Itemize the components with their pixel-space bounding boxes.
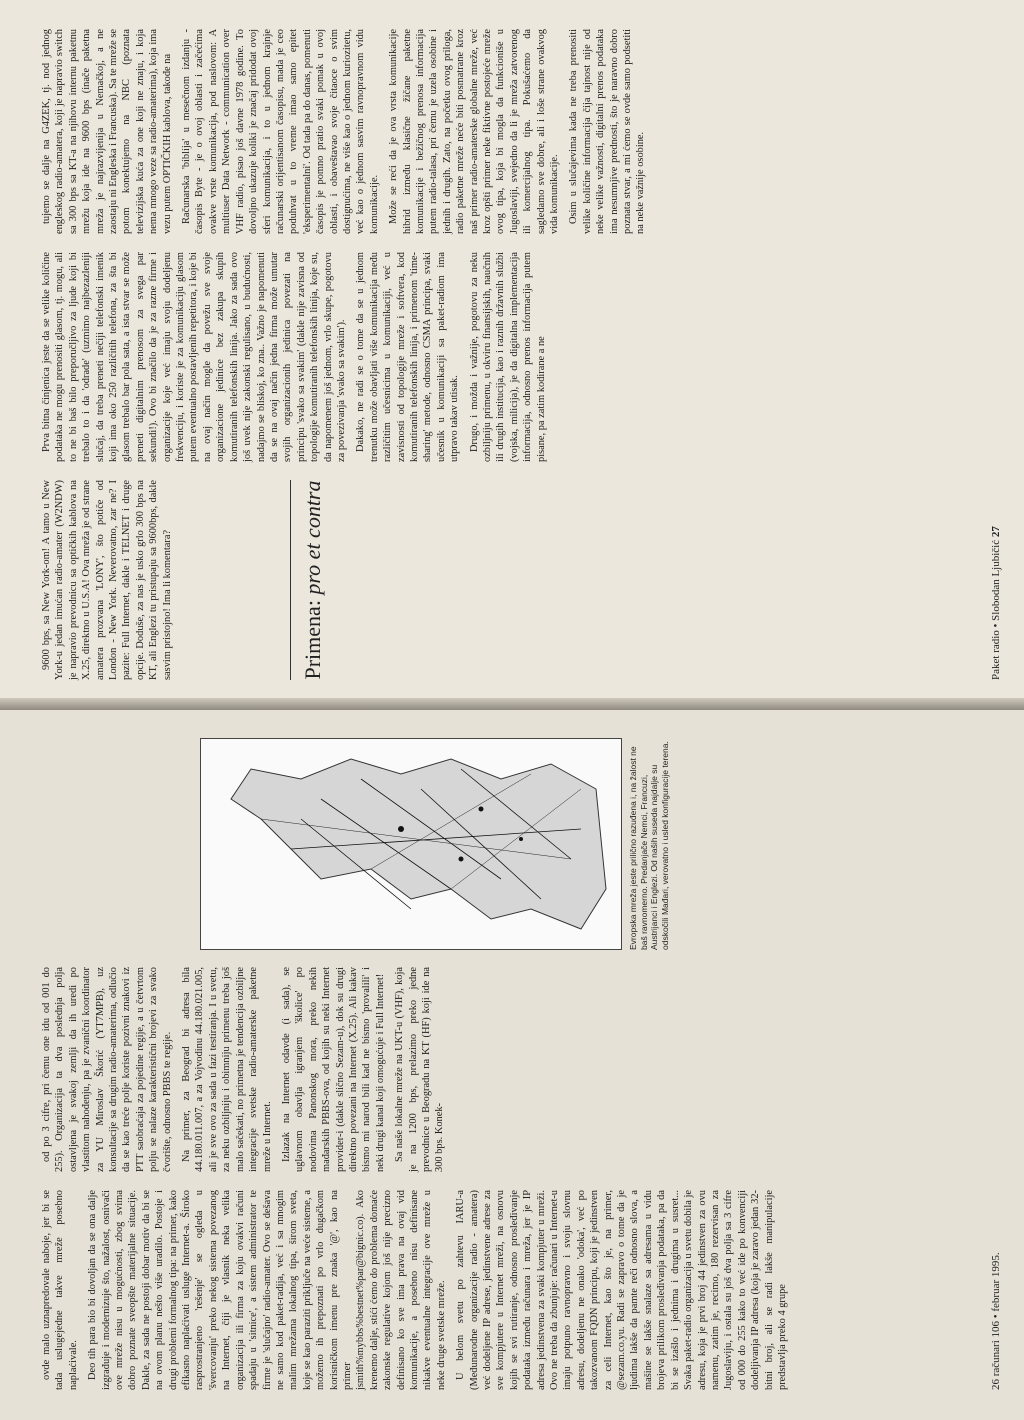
paragraph: Sa naše lokalne mreže na UKT-u (VHF), koja je na 1200 bps, prelazimo preko jedne prevodnice u Beogradu na KT (HF) koji ide na 300 bps. Konek-: [394, 967, 446, 1172]
paragraph: Na primer, za Beograd bi adresa bila 44.180.011.007, a za Vojvodinu 44.180.021.005, ali je sve ovo za sada u fazi testiranja. I u svetu, za neku ozbiljniju i obimniju primenu treba još malo sačekati, no primetna je tendencija ozbiljne integracije svetske radio-amaterske paketne mreže u Internet.: [181, 967, 273, 1172]
paragraph: ovde malo uznapredovale naboje, jer bi se tada uslugejedne takve mreže posebno naplaćivale.: [41, 1190, 79, 1390]
page-26-footer: 26 računari 106 • februar 1995.: [990, 1252, 1002, 1390]
paragraph: U belom svetu po zahtevu IARU-a (Međunarodne organizacije radio - amatera) već dodeljene IP adrese, jedinstvene adrese za sve kompjutere u Internet mreži, na osnovu kojih se svi rutiranje, odnosno prosleđivanje podataka između računara i mreža, jer je IP adresa jedinstvena za svaki kompjuter u mreži. Ovo ne treba da zbunjuje: računari u Internet-u imaju potpuno ravnopravno i svoju slovnu adresu, dodeljenu ne onako 'odoka', već po takozvanom FQDN principu, koji je jedinstven za celi Internet, kao što je, na primer, @sezam.co.yu. Radi se zapravo o tome da je ljudima lakše da pamte reči odnosno slova, a mašine se lakše snalaze sa adresama u vidu brojeva prilikom prosleđivanja podataka, pa da bi se izašlo i jednima i drugima u susret... Svaka paket-radio organizacija u svetu dobila je adresu, koja je prvi broj 44 jedinstven za ovu namenu, zatim je, recimo, 180 rezervisan za Jugoslaviju, i ostala su još dva polja sa 3 cifre od 000 do 255 kako to već ide po konvenciji dodeljivanja IP adresa (koja je zaravo jedan 32-bitni broj, ali se radi lakše manipulacije predstavlja preko 4 grupe: [455, 1190, 788, 1390]
paragraph: od po 3 cifre, pri čemu one idu od 001 do 255). Organizacija ta dva poslednja polja ostavljena je svakoj zemlji da ih uredi po vlastitom nahođenju, pa je zvanični koordinator za YU Miroslav Škorić (YT7MPB), uz konsultacije sa drugim radio-amaterima, odlučio da se kao treće polje koriste pozivni znakovi iz PTT saobraćaja za pojedine regije, a u četvrtom polju se nalaze karakteristični brojevi za svako čvorište, odnosno PBBS te regije.: [41, 967, 173, 1172]
page-27-column-1: [40, 480, 325, 680]
paragraph: tujemo se dalje na G4ZEK, tj. nod jednog engleskog radio-amatera, koji je napravio switch sa 300 bps sa KT-a na njihovu internu paketnu mrežu koja ide na 9600 bps (inače paketna mreža je najrazvijenija u Nemačkoj, a ne zaostaju ni Engleska i Francuska). Sa te mreže se potom konektujemo na NBC (poznata televizijska kuća za one koji ne znaju, i koja nema mnogo veze sa radio-amaterima), koja ima vezu putem OPTIČKIH kablova, takođe na: [41, 29, 173, 234]
page-27-column-2: [40, 252, 554, 462]
paragraph: 9600 bps, sa New York-om! A tamo u New York-u jedan imućan radio-amater (W2NDW) je napravio prevodnicu sa optičkih kablova na X.25, direktno u U.S.A! Ova mreža je od strane amatera prozvana 'LONY', što potiče od London - New York. Neverovatno, zar ne? I pazite: Full Internet, dakle i TELNET i druge opcije. Doduše, za nas je usko grlo 300 bps na KT, ali Englezi tu pristupaju sa 9600bps, dakle sasvim pristojno! Ima li komentara?: [41, 480, 173, 680]
page-26: [0, 710, 1024, 1420]
paragraph: Izlazak na Internet odavde (i sada), se uglavnom obavlja igranjem 'školice' po nodovima Panonskog mora, preko nekih mađarskih PBBS-ova, od kojih su neki Internet provider-i (dakle slično Sezam-u), dok su drugi direktno povezani na Internet (X.25). Ali kakav bismo mi narod bili kad ne bismo 'provalili' i neki drugi kanal koji omogućuje i Full Internet!: [280, 967, 386, 1172]
section-heading: [302, 480, 331, 680]
map-caption: Evropska mreža jeste prilično razuđena i, na žalost ne baš ravnomerno. Predanjače Nemci, Francuzi, Austrijanci i Englezi. Od naših suseda najdalje su odskočili Mađari, verovatno i usled konfiguracije terena.: [628, 741, 670, 950]
paragraph: Dakako, ne radi se o tome da se u jednom trenutku može obavljati više komunikacija među različitim učesnicima u komunikaciji, već u zavisnosti od topologije mreže i softvera, kod komutiranih telefonskih linija, i primenom 'time-sharing' metode, odnosno CSMA principa, svaki učesnik u komunikaciji sa paket-radiom ima utpravo takav utisak.: [355, 252, 461, 462]
paragraph: Deo tih para bio bi dovoljan da se ona dalje izgrađuje i modernizuje što, nažalost, osnivači ove mreže nisu u mogućnosti, zbog svima dobro poznate sveopšte materijalne situacije. Dakle, za sada ne postoji dobar motiv da bi se na ovom planu nešto više uradilo. Postoje i drugi problemi formalnog tipa: na primer, kako efikasno naplaćivati usluge Internet-a. Široko rasprostranjeno 'rešenje' se ogleda u 'švercovanju' preko nekog sistema povezanog na Internet, čiji je vlasnik neka velika organizacija ili firma za koju ovakvi računi spadaju u 'sitnice', a sistem administrator te firme je 'slučajno' radio-amater. Ovo se dešava ne samo kod paket-radija, već i sa mnogim malim mrežama lokalnog tipa, širom sveta, koje se kao paraziti priključe na veće sisteme, a možemo ih prepoznati po vrlo dugačkom korisničkom imenu pre znaka '@', kao na primer jsmith%mybbs%bestnet%par@bignic.co). Ako krenemo dalje, stići ćemo do problema domaće zakonske regulative kojom još nije precizno definisano ko sve ima prava na ovaj vid komunikacije, a posebno nisu definisane nikakve eventualne integracije ove mreže u neke druge svetske mreže.: [87, 1190, 447, 1390]
europe-network-map: [200, 738, 622, 950]
page-26-column-2: [40, 967, 453, 1172]
page-26-column-1: [40, 1190, 795, 1390]
paragraph: Drugo, i možda i važnije, pogotovu za neku ozbiljniju primenu, u okviru finansijskih, naučnih ili drugih institucija, kao i raznih državnih službi (vojska, milicija), je da digitalna implementacija informacija, odnosno prenos informacija putem pisane, pa zatim kodirane a ne: [468, 252, 547, 462]
heading-main: Primena:: [300, 600, 325, 680]
footer-text: Paket radio • Slobodan Ljubičić: [990, 539, 1002, 680]
paragraph: Može se reći da je ova vrsta komunikacije hibrid između klasične žičane paketne komunikacije i bežičnog prenosa informacija putem radio-talasa, pri čemu je uzela osobine i jednih i drugih. Zato, na početku ovog priloga, radio paketne mreže neće biti posmatrane kroz naš primer radio-amaterske globalne mreže, već kroz opšti primer neke fiktivne postojeće mreže ovog tipa, koja bi mogla da funkcioniše u Jugoslaviji, svejedno da li je mreža zatvorenog ili komercijalnog tipa. Pokušaćemo da sagledamo sve dobre, ali i loše strane ovakvog vida komunikacije.: [388, 29, 561, 234]
page-number: 27: [990, 526, 1002, 538]
page-27-column-3: [40, 29, 654, 234]
paragraph: Prva bitna činjenica jeste da se velike količine podataka ne mogu prenositi glasom, tj. mogu, ali to ne bi baš bilo preporučljivo za ljude koji bi trebalo to i da 'odrade' (uzmimo najbezazleniji slučaj, da treba preneti nečiji telefonski imenik koji ima oko 250 različitih telefona, za šta bi glasom trebalo bar pola sata, a ista stvar se može preneti digitalnim prenosom za svega par sekundi!). Ovo bi značilo da je za razne firme i organizacije koje već imaju svoju dodeljenu frekvenciju, i koriste je za komunikaciju glasom putem eventualno postavljenih repetitora, i koje bi na ovaj način mogle da povežu sve svoje organizacione jedinice bez zakupa skupih komutiranih telefonskih linija. Jako za sada ovo još uvek nije zakonski regulisano, u budućnosti, nadajmo se bliskoj, ko zna.. Važno je napomenuti da se na ovaj način jedna firma može umutar svojih organizacionih jedinica povezati na principu 'svako sa svakim' (dakle nije zavisna od topologije komutiranih telefonskih linija, koje su, da napomenem još jednom, vrlo skupe, pogotovu za povezivanja 'svako sa svakim').: [41, 252, 347, 462]
section-divider: [290, 480, 291, 680]
map-graphic: [201, 739, 621, 949]
heading-sub: pro et contra: [300, 480, 325, 595]
paragraph: Računarska 'biblija' u mesečnom izdanju - časopis Byte - je o ovoj oblasti i začećima ovakve vrste komunikacija, pod naslovom: A multiuser Data Network - communication over VHF radio, pisao još davne 1978 godine. To dovoljno ukazuje koliki je značaj pridodat ovoj sferi komunikacija, i to u jednom krajnje računarski orijentisanom časopisu, mada je ceo poduhvat u to vreme imao samo epitet 'eksperimentalni'. Od tada pa do danas, pomenuti časopis je pomno pratio svaki pomak u ovoj oblasti, i obaveštavao svoje čitaoce o svim dostignućima, ne više kao o jednom kuriozitetu, već kao o jednom sasvim ravnopravnom vidu komunikacije.: [181, 29, 380, 234]
paragraph: Osim u slučajevima kada ne treba prenositi velike količine informacija čija tajnost nije od neke velike važnosti, digitalni prenos podataka ima nesumnjive prednosti, što je naravno dobro poznata stvar, a mi ćemo se ovde samo podsetiti na neke važnije osobine.: [568, 29, 647, 234]
page-27-footer: [990, 526, 1002, 680]
page-26-content: [0, 710, 1024, 1420]
